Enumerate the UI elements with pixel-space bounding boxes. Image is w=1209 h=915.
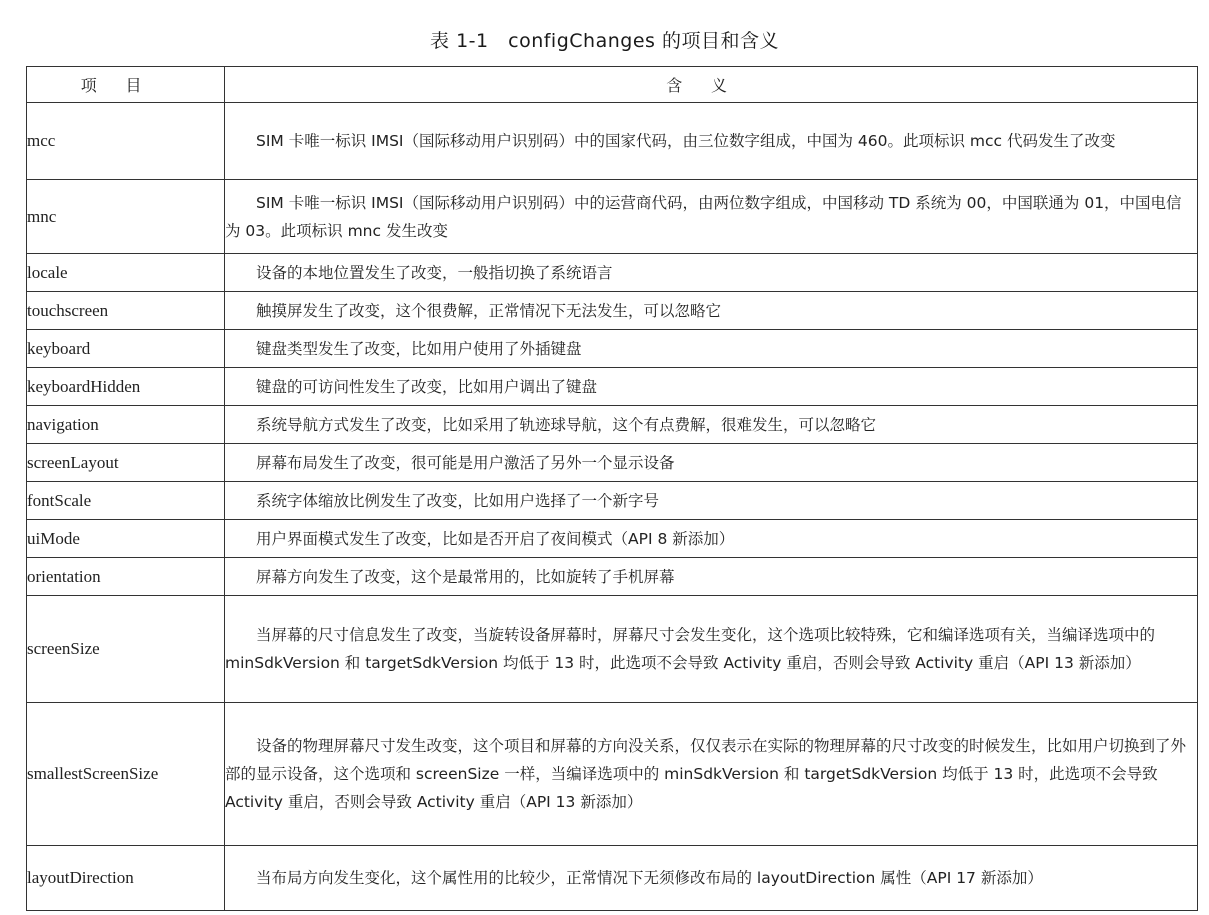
table-row	[27, 703, 1198, 846]
table-row	[27, 482, 1198, 520]
item-cell: locale	[27, 254, 225, 292]
meaning-cell	[225, 558, 1198, 596]
meaning-text: 屏幕方向发生了改变，这个是最常用的，比如旋转了手机屏幕	[256, 567, 675, 586]
item-cell: keyboardHidden	[27, 368, 225, 406]
config-changes-table	[26, 66, 1198, 911]
meaning-cell	[225, 103, 1198, 180]
meaning-cell	[225, 180, 1198, 254]
item-cell: layoutDirection	[27, 846, 225, 911]
meaning-cell	[225, 406, 1198, 444]
table-row	[27, 846, 1198, 911]
meaning-text: 当布局方向发生变化，这个属性用的比较少，正常情况下无须修改布局的 layoutDirection 属性（API 17 新添加）	[256, 869, 1043, 887]
item-cell: smallestScreenSize	[27, 703, 225, 846]
meaning-text: 键盘的可访问性发生了改变，比如用户调出了键盘	[256, 377, 598, 396]
meaning-cell	[225, 482, 1198, 520]
meaning-text: 用户界面模式发生了改变，比如是否开启了夜间模式（API 8 新添加）	[256, 529, 735, 548]
item-cell: uiMode	[27, 520, 225, 558]
table-row	[27, 558, 1198, 596]
item-cell: navigation	[27, 406, 225, 444]
meaning-cell	[225, 254, 1198, 292]
meaning-text: 屏幕布局发生了改变，很可能是用户激活了另外一个显示设备	[256, 453, 675, 472]
meaning-text: 设备的物理屏幕尺寸发生改变，这个项目和屏幕的方向没关系，仅仅表示在实际的物理屏幕的尺寸改变的时候发生，比如用户切换到了外部的显示设备，这个选项和 screenSize 一样，当编译选项中的 minSdkVersion 和 targetSdkVersion 均低于 13 时，此选项不会导致 Activity 重启，否则会导致 Activity 重启（API 13 新添加）	[225, 737, 1187, 811]
meaning-text: SIM 卡唯一标识 IMSI（国际移动用户识别码）中的运营商代码，由两位数字组成，中国移动 TD 系统为 00，中国联通为 01，中国电信为 03。此项标识 mnc 发生改变	[225, 193, 1182, 240]
table-row	[27, 330, 1198, 368]
meaning-text: SIM 卡唯一标识 IMSI（国际移动用户识别码）中的国家代码，由三位数字组成，中国为 460。此项标识 mcc 代码发生了改变	[256, 132, 1116, 150]
item-cell: screenSize	[27, 596, 225, 703]
item-cell: touchscreen	[27, 292, 225, 330]
table-row	[27, 596, 1198, 703]
meaning-cell	[225, 368, 1198, 406]
item-cell: fontScale	[27, 482, 225, 520]
item-cell: mcc	[27, 103, 225, 180]
table-row	[27, 292, 1198, 330]
table-row	[27, 368, 1198, 406]
table-caption: 表 1-1 configChanges 的项目和含义	[430, 30, 779, 52]
table-row	[27, 103, 1198, 180]
item-cell: orientation	[27, 558, 225, 596]
meaning-cell	[225, 520, 1198, 558]
meaning-cell	[225, 703, 1198, 846]
table-row	[27, 444, 1198, 482]
item-cell: screenLayout	[27, 444, 225, 482]
item-cell: mnc	[27, 180, 225, 254]
meaning-text: 设备的本地位置发生了改变，一般指切换了系统语言	[256, 263, 613, 282]
meaning-text: 键盘类型发生了改变，比如用户使用了外插键盘	[256, 339, 582, 358]
table-header-row	[27, 67, 1198, 103]
column-header-meaning: 含义	[225, 67, 1198, 103]
table-row	[27, 254, 1198, 292]
meaning-text: 系统字体缩放比例发生了改变，比如用户选择了一个新字号	[256, 491, 660, 510]
meaning-cell	[225, 846, 1198, 911]
table-row	[27, 406, 1198, 444]
table-row	[27, 520, 1198, 558]
meaning-cell	[225, 444, 1198, 482]
meaning-text: 系统导航方式发生了改变，比如采用了轨迹球导航，这个有点费解，很难发生，可以忽略它	[256, 415, 877, 434]
meaning-cell	[225, 330, 1198, 368]
meaning-cell	[225, 292, 1198, 330]
table-row	[27, 180, 1198, 254]
item-cell: keyboard	[27, 330, 225, 368]
meaning-text: 触摸屏发生了改变，这个很费解，正常情况下无法发生，可以忽略它	[256, 301, 722, 320]
meaning-text: 当屏幕的尺寸信息发生了改变，当旋转设备屏幕时，屏幕尺寸会发生变化，这个选项比较特殊，它和编译选项有关，当编译选项中的 minSdkVersion 和 targetSdkVersion 均低于 13 时，此选项不会导致 Activity 重启，否则会导致 Activity 重启（API 13 新添加）	[225, 626, 1156, 672]
meaning-cell	[225, 596, 1198, 703]
column-header-item: 项目	[27, 67, 225, 103]
